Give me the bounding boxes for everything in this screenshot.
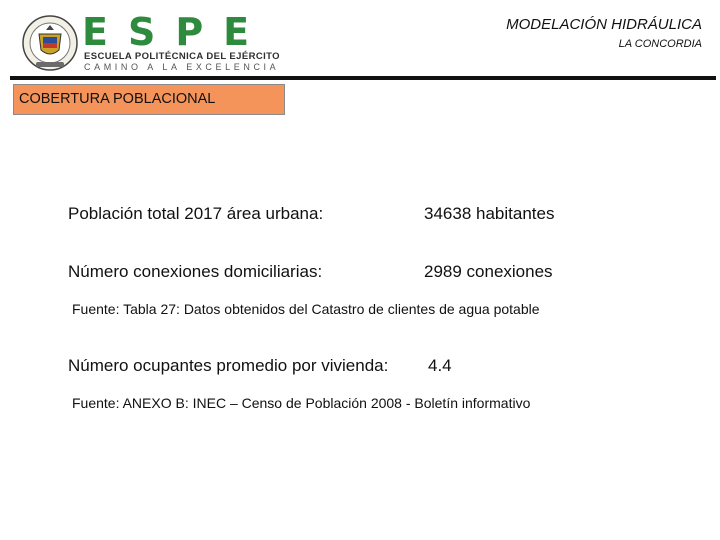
logo-tagline: CAMINO A LA EXCELENCIA [84, 62, 280, 72]
document-subtitle: LA CONCORDIA [618, 38, 702, 50]
population-label: Población total 2017 área urbana: [68, 204, 324, 223]
population-value: 34638 habitantes [424, 204, 555, 223]
occupants-label: Número ocupantes promedio por vivienda: [68, 356, 389, 375]
document-title: MODELACIÓN HIDRÁULICA [506, 16, 702, 33]
logo-institution-name: ESCUELA POLITÉCNICA DEL EJÉRCITO [84, 51, 280, 62]
logo-wordmark: ESPE [82, 10, 270, 54]
source-note-1: Fuente: Tabla 27: Datos obtenidos del Catastro de clientes de agua potable [72, 301, 540, 317]
slide-header [0, 0, 720, 80]
connections-value: 2989 conexiones [424, 262, 553, 281]
occupants-value: 4.4 [428, 356, 452, 375]
header-divider [10, 76, 716, 80]
source-note-2: Fuente: ANEXO B: INEC – Censo de Población 2008 - Boletín informativo [72, 395, 531, 411]
connections-label: Número conexiones domiciliarias: [68, 262, 323, 281]
section-title: COBERTURA POBLACIONAL [13, 84, 285, 115]
university-seal-icon [22, 14, 78, 72]
